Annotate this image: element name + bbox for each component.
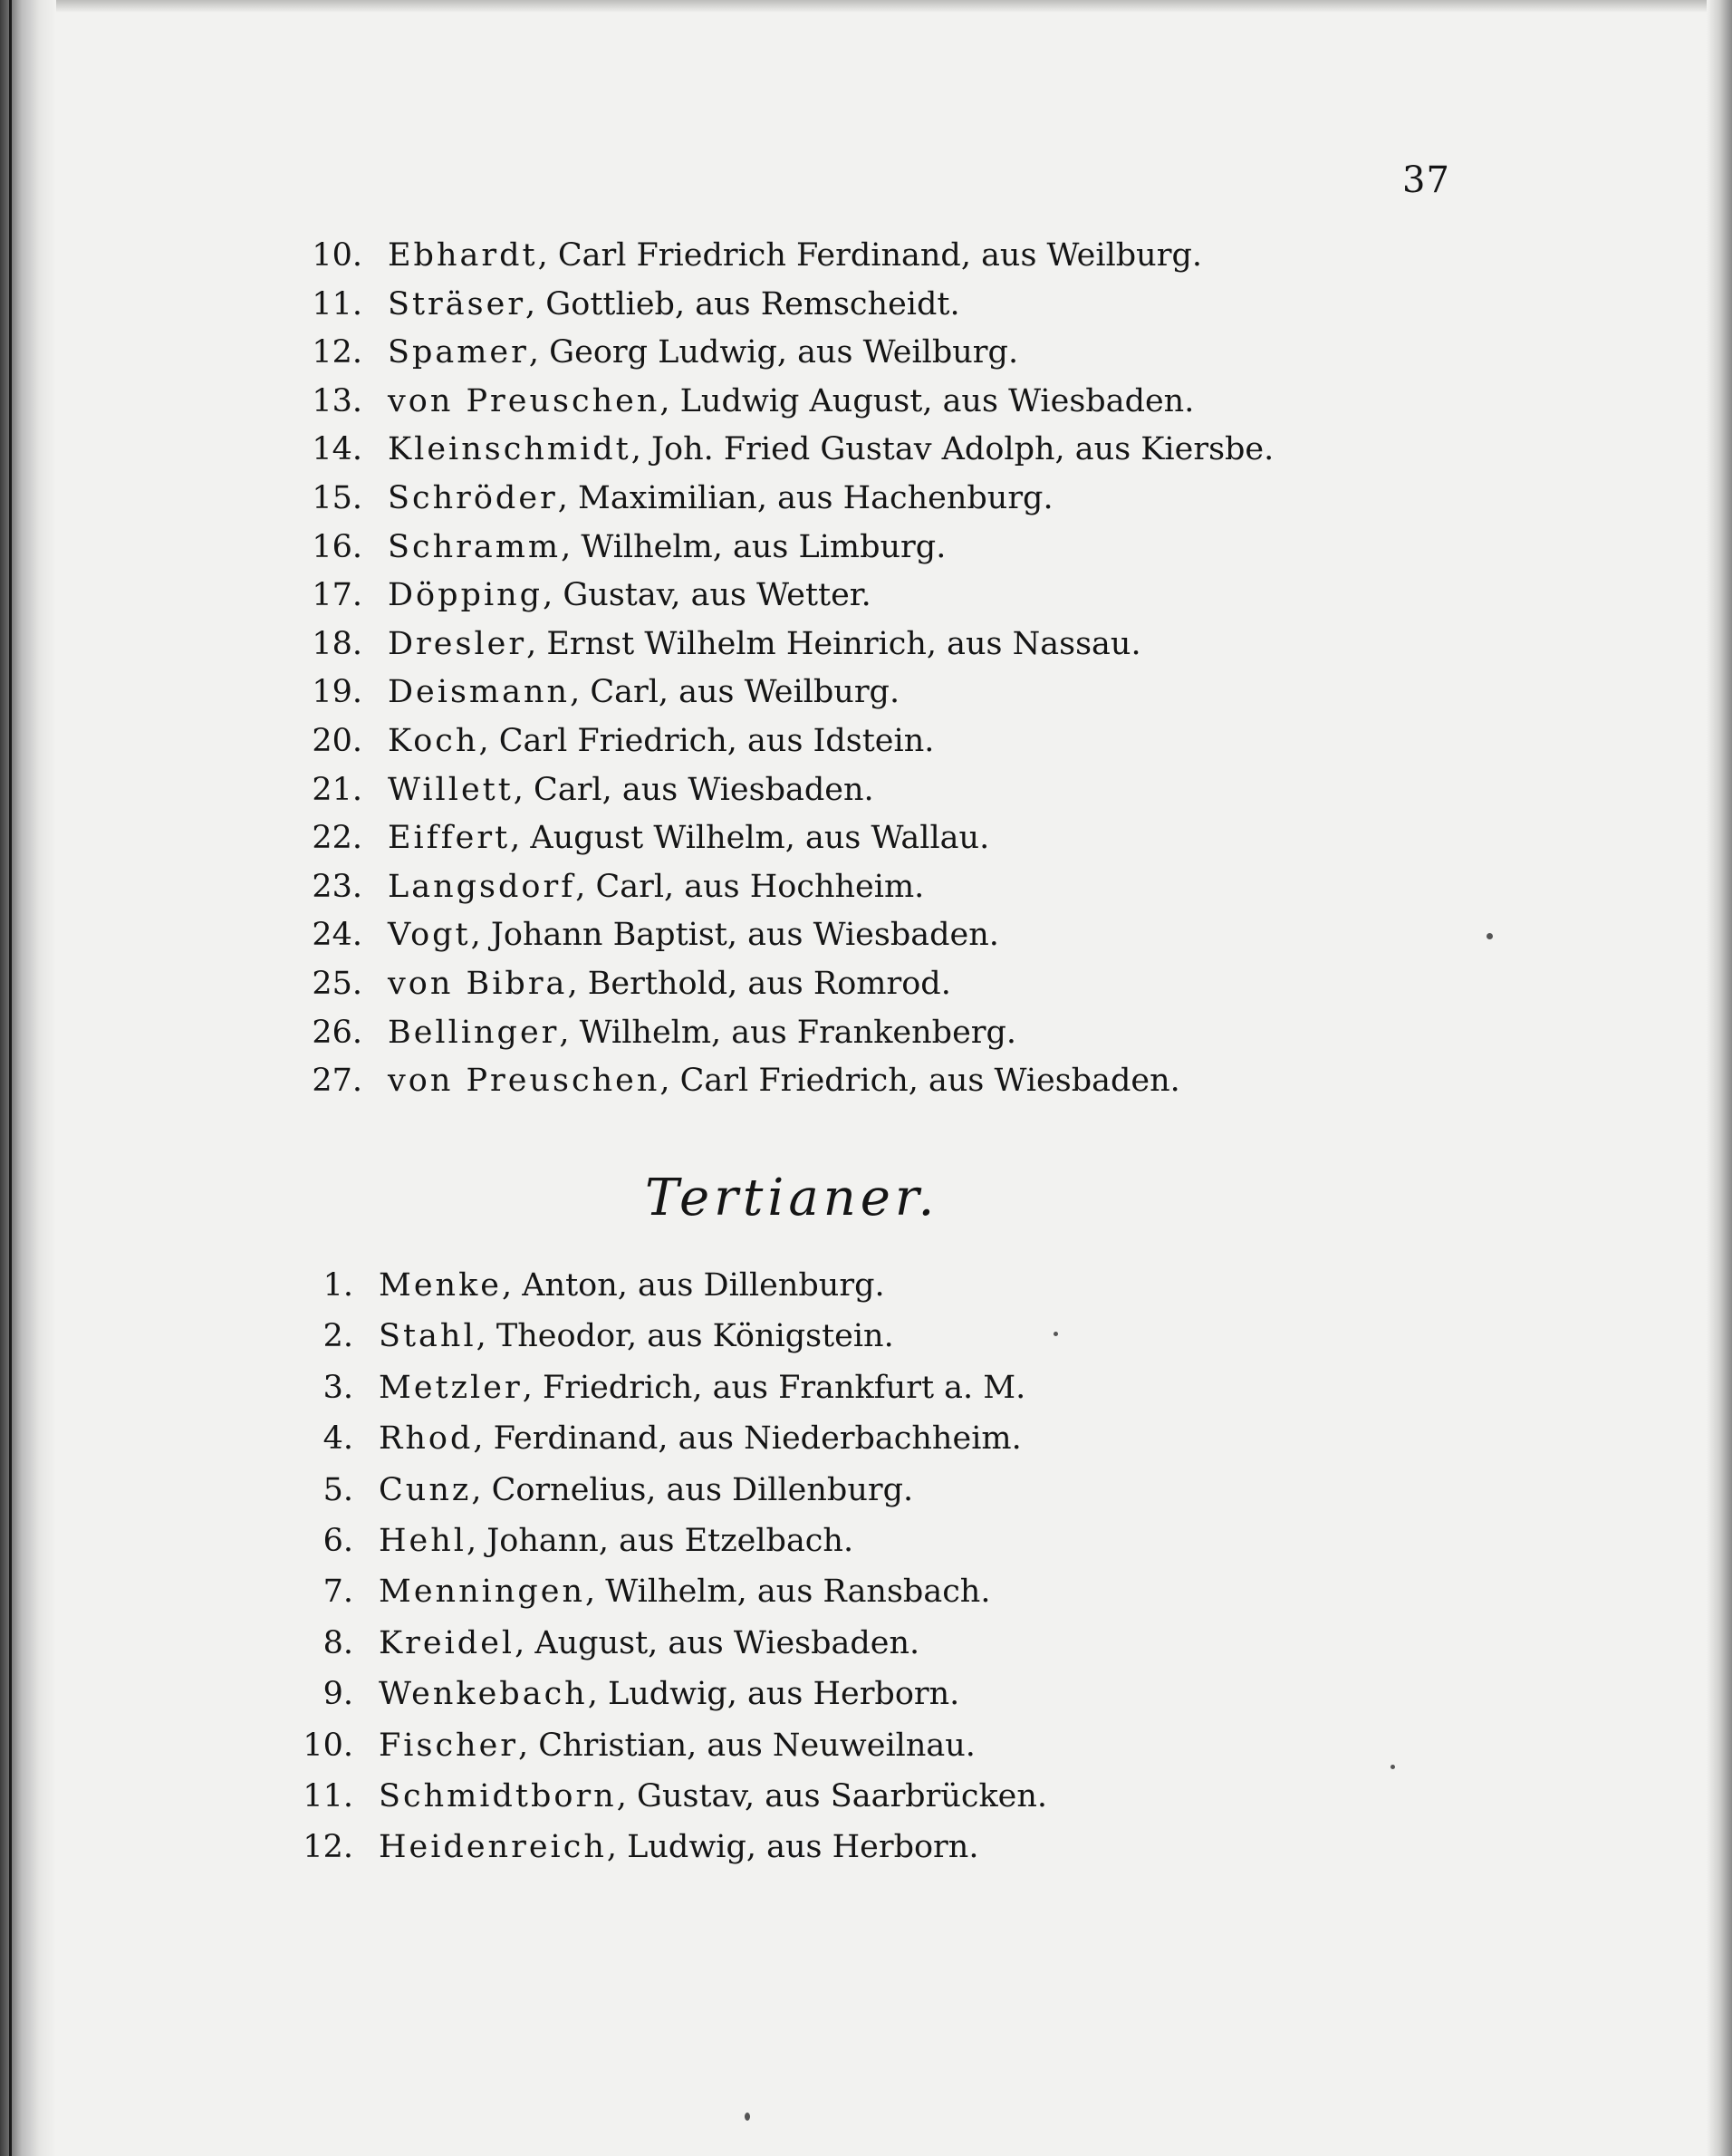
entry-details: , Christian, aus Neuweilnau. — [518, 1727, 976, 1764]
entry-surname: Eiffert — [388, 820, 511, 857]
entry-details: , Carl Friedrich, aus Wiesbaden. — [659, 1063, 1180, 1100]
entry-number: 25. — [312, 966, 362, 1002]
entry-details: , Theodor, aus Königstein. — [476, 1318, 894, 1355]
entry-details: , Carl, aus Wiesbaden. — [513, 771, 874, 808]
entry-surname: Metzler — [379, 1369, 523, 1406]
entry-number: 24. — [312, 917, 362, 954]
entry-text — [388, 281, 960, 328]
entry-details: , Wilhelm, aus Frankenberg. — [559, 1014, 1017, 1051]
entry-number: 21. — [312, 771, 362, 808]
entry-details: , Wilhelm, aus Ransbach. — [585, 1574, 991, 1611]
entry-details: , Berthold, aus Romrod. — [567, 966, 951, 1002]
ink-speck — [1390, 1765, 1395, 1769]
entry-number: 14. — [312, 431, 362, 468]
entry-details: , Ferdinand, aus Niederbachheim. — [473, 1420, 1022, 1458]
entry-surname: Stahl — [379, 1318, 476, 1355]
entry-surname: Vogt — [388, 917, 471, 954]
entry-text — [388, 1057, 1180, 1104]
entry-number: 27. — [312, 1063, 362, 1100]
entry-number: 19. — [312, 674, 362, 711]
entry-surname: Döpping — [388, 577, 544, 614]
entry-number: 5. — [322, 1471, 353, 1508]
entry-text — [379, 1415, 1022, 1462]
entry-text — [379, 1824, 978, 1871]
entry-details: , Friedrich, aus Frankfurt a. M. — [522, 1369, 1026, 1406]
entry-number: 17. — [312, 577, 362, 614]
entry-number: 13. — [312, 382, 362, 419]
entry-details: , Gustav, aus Saarbrücken. — [616, 1778, 1048, 1814]
entry-surname: Hehl — [379, 1523, 467, 1559]
entry-surname: Dresler — [388, 625, 527, 662]
entry-details: , Ludwig August, aus Wiesbaden. — [659, 382, 1195, 419]
entry-text — [379, 1620, 919, 1667]
entry-surname: von Preuschen — [388, 382, 660, 419]
entry-details: , Johann, aus Etzelbach. — [466, 1523, 854, 1559]
entry-surname: Wenkebach — [379, 1676, 588, 1713]
entry-details: , Carl Friedrich, aus Idstein. — [478, 723, 935, 759]
entry-surname: von Bibra — [388, 966, 568, 1002]
entry-text — [388, 378, 1194, 425]
entry-surname: Schröder — [388, 480, 558, 516]
entry-number: 10. — [303, 1727, 353, 1764]
page-right-edge — [1707, 0, 1732, 2156]
entry-surname: Langsdorf — [388, 868, 576, 905]
entry-text — [388, 572, 871, 619]
entry-number: 7. — [322, 1574, 353, 1611]
entry-surname: Menke — [379, 1267, 503, 1304]
entry-surname: Fischer — [379, 1727, 519, 1764]
entry-number: 16. — [312, 528, 362, 565]
section-heading-tertianer: Tertianer. — [645, 1169, 939, 1227]
entry-details: , Gottlieb, aus Remscheidt. — [525, 285, 960, 322]
entry-details: , Cornelius, aus Dillenburg. — [471, 1471, 914, 1508]
entry-text — [388, 232, 1202, 279]
entry-number: 3. — [322, 1369, 353, 1406]
entry-details: , Anton, aus Dillenburg. — [502, 1267, 885, 1304]
entry-details: , Maximilian, aus Hachenburg. — [557, 480, 1054, 516]
entry-number: 23. — [312, 868, 362, 905]
entry-text — [388, 960, 951, 1007]
entry-number: 4. — [322, 1420, 353, 1458]
entry-text — [379, 1517, 853, 1564]
entry-text — [379, 1313, 894, 1360]
entry-surname: Koch — [388, 723, 479, 759]
binding-line — [9, 0, 12, 2156]
entry-text — [379, 1568, 990, 1615]
entry-text — [379, 1262, 885, 1309]
entry-surname: Ebhardt — [388, 237, 538, 274]
entry-text — [379, 1670, 959, 1718]
entry-details: , Johann Baptist, aus Wiesbaden. — [470, 917, 999, 954]
entry-surname: Schramm — [388, 528, 562, 565]
entry-text — [388, 426, 1274, 473]
entry-text — [388, 329, 1018, 376]
entry-text — [388, 621, 1141, 668]
entry-surname: Menningen — [379, 1574, 586, 1611]
entry-number: 10. — [312, 237, 362, 274]
ink-speck — [745, 2113, 750, 2121]
entry-text — [388, 524, 946, 571]
entry-text — [388, 814, 989, 861]
entry-surname: Kleinschmidt — [388, 431, 631, 468]
entry-surname: Rhod — [379, 1420, 474, 1458]
page-number: 37 — [1402, 159, 1450, 201]
entry-surname: Willett — [388, 771, 514, 808]
entry-surname: Schmidtborn — [379, 1778, 617, 1814]
entry-number: 12. — [312, 334, 362, 371]
entry-text — [379, 1722, 976, 1769]
entry-number: 15. — [312, 480, 362, 516]
entry-details: , Joh. Fried Gustav Adolph, aus Kiersbe. — [630, 431, 1275, 468]
entry-text — [388, 669, 900, 716]
ink-speck — [1054, 1332, 1058, 1336]
entry-details: , August, aus Wiesbaden. — [515, 1624, 920, 1661]
entry-number: 1. — [322, 1267, 353, 1304]
entry-details: , Ludwig, aus Herborn. — [606, 1829, 979, 1866]
entry-number: 9. — [322, 1676, 353, 1713]
entry-text — [379, 1364, 1025, 1411]
entry-surname: Heidenreich — [379, 1829, 607, 1866]
entry-number: 22. — [312, 820, 362, 857]
entry-surname: Cunz — [379, 1471, 472, 1508]
entry-text — [388, 863, 924, 910]
page-top-edge — [0, 0, 1732, 13]
entry-number: 2. — [322, 1318, 353, 1355]
entry-text — [379, 1773, 1047, 1820]
entry-number: 12. — [303, 1829, 353, 1866]
entry-details: , Gustav, aus Wetter. — [543, 577, 871, 614]
entry-details: , Wilhelm, aus Limburg. — [561, 528, 947, 565]
entry-details: , Ludwig, aus Herborn. — [587, 1676, 960, 1713]
entry-details: , Carl Friedrich Ferdinand, aus Weilburg. — [537, 237, 1202, 274]
entry-details: , Carl, aus Hochheim. — [575, 868, 925, 905]
ink-speck — [1487, 933, 1493, 939]
entry-surname: Deismann — [388, 674, 571, 711]
entry-details: , Georg Ludwig, aus Weilburg. — [528, 334, 1019, 371]
entry-text — [379, 1467, 913, 1514]
entry-details: , Carl, aus Weilburg. — [570, 674, 900, 711]
entry-text — [388, 766, 874, 813]
entry-surname: Bellinger — [388, 1014, 560, 1051]
entry-details: , August Wilhelm, aus Wallau. — [510, 820, 990, 857]
entry-number: 6. — [322, 1523, 353, 1559]
entry-surname: von Preuschen — [388, 1063, 660, 1100]
entry-text — [388, 1009, 1016, 1056]
entry-number: 11. — [312, 285, 362, 322]
entry-number: 26. — [312, 1014, 362, 1051]
entry-number: 8. — [322, 1624, 353, 1661]
entry-surname: Sträser — [388, 285, 526, 322]
entry-number: 11. — [303, 1778, 353, 1814]
entry-surname: Spamer — [388, 334, 529, 371]
entry-details: , Ernst Wilhelm Heinrich, aus Nassau. — [526, 625, 1141, 662]
entry-text — [388, 911, 999, 958]
entry-number: 20. — [312, 723, 362, 759]
entry-text — [388, 475, 1054, 522]
entry-text — [388, 717, 934, 765]
entry-number: 18. — [312, 625, 362, 662]
entry-surname: Kreidel — [379, 1624, 515, 1661]
